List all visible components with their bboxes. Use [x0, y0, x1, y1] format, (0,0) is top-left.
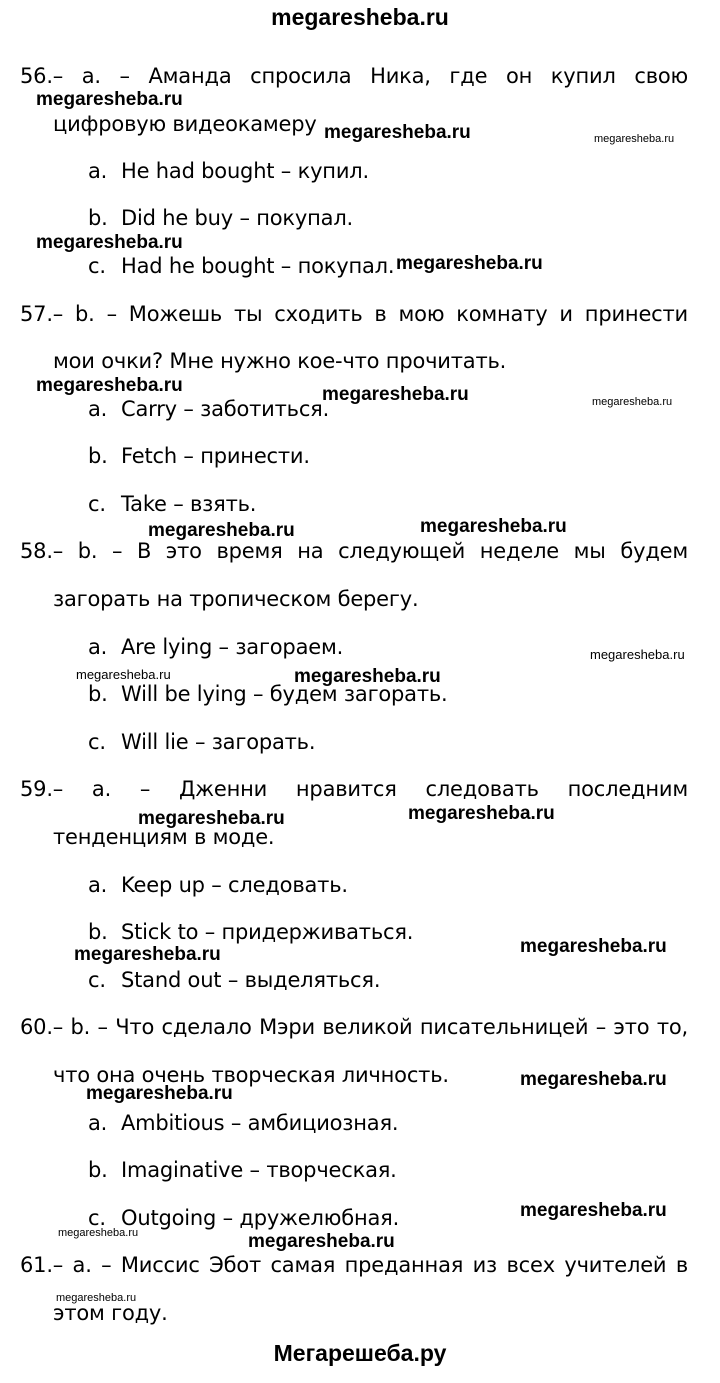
question-56-option-c [88, 252, 394, 280]
option-letter: b. [88, 444, 108, 468]
option-text: Stick to – придерживаться. [121, 920, 414, 944]
option-text: Did he buy – покупал. [121, 206, 354, 230]
question-57-option-b [88, 442, 310, 470]
watermark: megaresheba.ru [590, 647, 685, 662]
question-59-stem: 59.– a. – Дженни нравится следовать последним [20, 777, 688, 801]
question-59-continuation: тенденциям в моде. [53, 825, 275, 849]
watermark: megaresheba.ru [520, 936, 667, 957]
question-61-stem: 61.– a. – Миссис Эбот самая преданная из всех учителей в [20, 1253, 688, 1277]
question-60-option-a [88, 1109, 398, 1137]
question-57-stem: 57.– b. – Можешь ты сходить в мою комнату и принести [20, 302, 688, 326]
option-letter: b. [88, 682, 108, 706]
watermark: megaresheba.ru [86, 1083, 233, 1104]
question-60-stem: 60.– b. – Что сделало Мэри великой писательницей – это то, [20, 1015, 688, 1039]
option-letter: b. [88, 206, 108, 230]
watermark: megaresheba.ru [592, 396, 673, 408]
watermark: megaresheba.ru [324, 122, 471, 143]
watermark: megaresheba.ru [396, 253, 543, 274]
question-57-option-c [88, 490, 256, 518]
watermark: megaresheba.ru [36, 232, 183, 253]
option-letter: a. [88, 873, 108, 897]
option-letter: c. [88, 1206, 106, 1230]
option-text: Outgoing – дружелюбная. [121, 1206, 400, 1230]
watermark: megaresheba.ru [520, 1069, 667, 1090]
question-58-continuation: загорать на тропическом берегу. [53, 587, 419, 611]
question-59-option-a [88, 871, 348, 899]
option-letter: b. [88, 1158, 108, 1182]
question-61-continuation: этом году. [53, 1301, 168, 1325]
option-text: Had he bought – покупал. [121, 254, 395, 278]
question-56-option-b [88, 204, 353, 232]
watermark: megaresheba.ru [36, 375, 183, 396]
watermark: megaresheba.ru [58, 1227, 139, 1239]
option-letter: c. [88, 730, 106, 754]
option-letter: c. [88, 492, 106, 516]
watermark: megaresheba.ru [322, 384, 469, 405]
option-letter: a. [88, 635, 108, 659]
option-text: Take – взять. [121, 492, 257, 516]
option-text: Fetch – принести. [121, 444, 310, 468]
option-text: Will be lying – будем загорать. [121, 682, 448, 706]
watermark: megaresheba.ru [520, 1200, 667, 1221]
option-letter: a. [88, 1111, 108, 1135]
watermark: megaresheba.ru [408, 803, 555, 824]
site-header: megaresheba.ru [271, 4, 449, 30]
watermark: megaresheba.ru [74, 944, 221, 965]
question-57-continuation: мои очки? Мне нужно кое-что прочитать. [53, 349, 507, 373]
question-60-option-b [88, 1156, 397, 1184]
watermark: megaresheba.ru [594, 133, 675, 145]
option-letter: c. [88, 968, 106, 992]
watermark: megaresheba.ru [76, 667, 171, 682]
watermark: megaresheba.ru [138, 808, 285, 829]
watermark: megaresheba.ru [56, 1292, 137, 1304]
question-60-continuation: что она очень творческая личность. [53, 1063, 449, 1087]
option-text: Ambitious – амбициозная. [121, 1111, 399, 1135]
watermark: megaresheba.ru [294, 666, 441, 687]
option-text: Carry – заботиться. [121, 397, 330, 421]
option-text: Are lying – загораем. [121, 635, 344, 659]
option-text: Imaginative – творческая. [121, 1158, 397, 1182]
watermark: megaresheba.ru [36, 89, 183, 110]
option-text: Stand out – выделяться. [121, 968, 381, 992]
option-text: Will lie – загорать. [121, 730, 316, 754]
question-56-continuation: цифровую видеокамеру [53, 112, 317, 136]
option-text: Keep up – следовать. [121, 873, 348, 897]
question-59-option-b [88, 918, 413, 946]
option-letter: a. [88, 397, 108, 421]
watermark: megaresheba.ru [420, 516, 567, 537]
option-letter: b. [88, 920, 108, 944]
question-59-option-c [88, 966, 380, 994]
watermark: megaresheba.ru [148, 520, 295, 541]
question-57-option-a [88, 395, 329, 423]
question-58-option-c [88, 728, 315, 756]
question-58-option-a [88, 633, 343, 661]
option-text: He had bought – купил. [121, 159, 369, 183]
watermark: megaresheba.ru [248, 1231, 395, 1252]
site-footer: Мегарешеба.ру [273, 1340, 447, 1366]
option-letter: c. [88, 254, 106, 278]
question-58-stem: 58.– b. – В это время на следующей неделе мы будем [20, 539, 688, 563]
question-56-stem: 56.– a. – Аманда спросила Ника, где он купил свою [20, 64, 688, 88]
option-letter: a. [88, 159, 108, 183]
question-56-option-a [88, 157, 369, 185]
